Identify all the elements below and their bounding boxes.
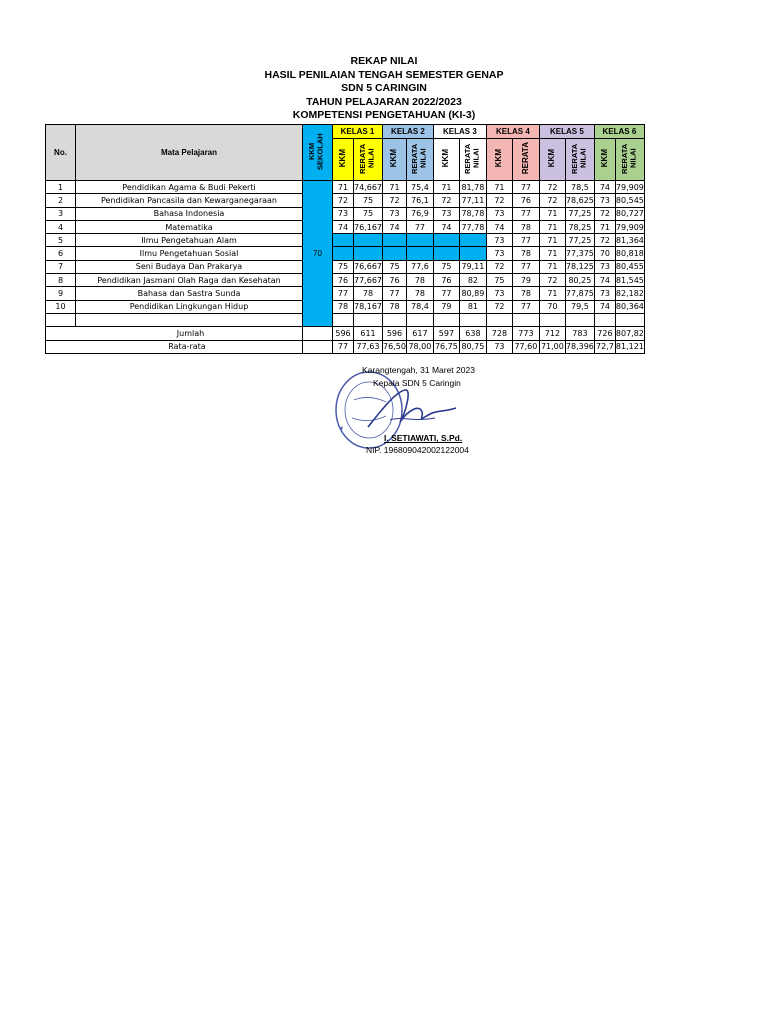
header-kkm: KKM <box>594 139 615 181</box>
kkm-cell: 74 <box>594 181 615 194</box>
kkm-cell: 72 <box>594 207 615 220</box>
rerata-cell <box>354 234 383 247</box>
header-kkm: KKM <box>433 139 459 181</box>
rerata-cell: 80,727 <box>615 207 644 220</box>
kkm-cell: 78 <box>333 300 354 313</box>
rerata-cell: 82 <box>459 274 486 287</box>
rerata-cell: 78 <box>512 220 539 233</box>
kkm-cell: 73 <box>383 207 407 220</box>
kkm-cell <box>433 247 459 260</box>
signature-name: I. SETIAWATI, S.Pd. <box>384 433 463 443</box>
empty-cell <box>594 313 615 326</box>
table-row <box>46 274 645 287</box>
row-number: 7 <box>46 260 76 273</box>
header-rerata-nilai: RERATA NILAI <box>459 139 486 181</box>
kkm-cell: 75 <box>433 260 459 273</box>
kkm-cell: 71 <box>594 220 615 233</box>
rerata-cell: 78 <box>354 287 383 300</box>
kkm-cell: 72 <box>594 234 615 247</box>
kkm-cell: 71 <box>539 260 565 273</box>
subject-name: Ilmu Pengetahuan Sosial <box>76 247 303 260</box>
ratarata-row <box>46 340 645 353</box>
kkm-cell <box>333 234 354 247</box>
rerata-cell: 79,909 <box>615 181 644 194</box>
ratarata-value: 76,50 <box>383 340 407 353</box>
empty-cell <box>539 313 565 326</box>
jumlah-value: 783 <box>565 327 594 340</box>
ratarata-value: 71,00 <box>539 340 565 353</box>
empty-cell <box>512 313 539 326</box>
jumlah-value: 773 <box>512 327 539 340</box>
kkm-cell: 74 <box>333 220 354 233</box>
jumlah-label: Jumlah <box>46 327 303 340</box>
empty-cell <box>333 313 354 326</box>
rerata-cell: 77 <box>512 234 539 247</box>
rerata-cell: 78,25 <box>565 220 594 233</box>
kkm-cell: 71 <box>539 247 565 260</box>
rerata-cell: 80,545 <box>615 194 644 207</box>
rerata-cell: 80,818 <box>615 247 644 260</box>
rerata-cell: 82,182 <box>615 287 644 300</box>
rerata-cell: 77,78 <box>459 220 486 233</box>
empty-cell <box>303 327 333 340</box>
kkm-cell: 73 <box>486 207 512 220</box>
rerata-cell: 75 <box>354 207 383 220</box>
kkm-cell: 76 <box>383 274 407 287</box>
jumlah-value: 728 <box>486 327 512 340</box>
empty-cell <box>486 313 512 326</box>
rerata-cell: 81,545 <box>615 274 644 287</box>
kkm-cell <box>383 234 407 247</box>
jumlah-value: 726 <box>594 327 615 340</box>
subject-name: Bahasa Indonesia <box>76 207 303 220</box>
kkm-cell: 71 <box>539 234 565 247</box>
rerata-cell: 77,6 <box>406 260 433 273</box>
rerata-cell <box>406 234 433 247</box>
kkm-cell: 75 <box>383 260 407 273</box>
rerata-cell: 81,78 <box>459 181 486 194</box>
subject-name: Bahasa dan Sastra Sunda <box>76 287 303 300</box>
ratarata-value: 76,75 <box>433 340 459 353</box>
empty-cell <box>565 313 594 326</box>
kkm-cell: 73 <box>486 234 512 247</box>
rerata-cell: 75 <box>354 194 383 207</box>
header-rerata: RERATA <box>512 139 539 181</box>
empty-cell <box>46 313 76 326</box>
table-row <box>46 260 645 273</box>
header-kelas-4: KELAS 4 <box>486 125 539 139</box>
header-kkm-sekolah: KKM SEKOLAH <box>303 125 333 181</box>
rerata-cell <box>459 234 486 247</box>
rerata-cell: 76,667 <box>354 260 383 273</box>
kkm-cell: 72 <box>383 194 407 207</box>
kkm-cell: 73 <box>594 194 615 207</box>
kkm-cell: 74 <box>433 220 459 233</box>
rerata-cell: 77 <box>512 300 539 313</box>
kkm-cell: 72 <box>539 194 565 207</box>
table-row <box>46 220 645 233</box>
kkm-cell <box>333 247 354 260</box>
empty-cell <box>354 313 383 326</box>
kkm-cell: 74 <box>594 300 615 313</box>
kkm-cell: 73 <box>594 260 615 273</box>
kkm-cell: 74 <box>383 220 407 233</box>
header-kkm: KKM <box>539 139 565 181</box>
rerata-cell: 76,1 <box>406 194 433 207</box>
header-rerata-nilai: RERATA NILAI <box>354 139 383 181</box>
subject-name: Pendidikan Agama & Budi Pekerti <box>76 181 303 194</box>
kkm-cell: 74 <box>594 274 615 287</box>
header-kelas-5: KELAS 5 <box>539 125 594 139</box>
kkm-cell: 73 <box>433 207 459 220</box>
row-number: 8 <box>46 274 76 287</box>
empty-cell <box>615 313 644 326</box>
rerata-cell: 77 <box>512 207 539 220</box>
jumlah-value: 638 <box>459 327 486 340</box>
jumlah-value: 596 <box>383 327 407 340</box>
rerata-cell: 78,125 <box>565 260 594 273</box>
rerata-cell: 79,909 <box>615 220 644 233</box>
table-row <box>46 194 645 207</box>
rerata-cell: 77 <box>512 260 539 273</box>
header-no: No. <box>46 125 76 181</box>
rerata-cell: 74,667 <box>354 181 383 194</box>
empty-cell <box>76 313 303 326</box>
empty-cell <box>383 313 407 326</box>
kkm-cell: 71 <box>383 181 407 194</box>
empty-cell <box>433 313 459 326</box>
ratarata-value: 73 <box>486 340 512 353</box>
report-header <box>0 55 768 123</box>
rerata-cell: 78,5 <box>565 181 594 194</box>
rerata-cell: 77,875 <box>565 287 594 300</box>
rerata-cell <box>354 247 383 260</box>
ratarata-value: 77,63 <box>354 340 383 353</box>
rerata-cell: 76,9 <box>406 207 433 220</box>
kkm-cell: 77 <box>383 287 407 300</box>
kkm-cell: 71 <box>539 220 565 233</box>
header-mata-pelajaran: Mata Pelajaran <box>76 125 303 181</box>
signature-place-date: Karangtengah, 31 Maret 2023 <box>362 365 475 375</box>
title-line-5: KOMPETENSI PENGETAHUAN (KI-3) <box>292 109 476 121</box>
table-row <box>46 300 645 313</box>
rerata-cell: 76 <box>512 194 539 207</box>
rerata-cell: 81 <box>459 300 486 313</box>
jumlah-value: 597 <box>433 327 459 340</box>
ratarata-value: 77 <box>333 340 354 353</box>
table-row <box>46 181 645 194</box>
rerata-cell <box>459 247 486 260</box>
jumlah-row <box>46 327 645 340</box>
kkm-cell: 79 <box>433 300 459 313</box>
rerata-cell: 78,4 <box>406 300 433 313</box>
header-kelas-3: KELAS 3 <box>433 125 486 139</box>
rerata-cell: 75,4 <box>406 181 433 194</box>
rerata-cell: 77 <box>512 181 539 194</box>
rerata-cell: 79 <box>512 274 539 287</box>
rerata-cell: 80,25 <box>565 274 594 287</box>
row-number: 2 <box>46 194 76 207</box>
subject-name: Pendidikan Lingkungan Hidup <box>76 300 303 313</box>
kkm-sekolah-value: 70 <box>303 181 333 327</box>
rerata-cell: 78 <box>406 287 433 300</box>
kkm-cell: 77 <box>333 287 354 300</box>
ratarata-value: 78,00 <box>406 340 433 353</box>
jumlah-value: 611 <box>354 327 383 340</box>
kkm-cell: 72 <box>486 300 512 313</box>
rerata-cell: 77,375 <box>565 247 594 260</box>
kkm-cell: 78 <box>383 300 407 313</box>
table-row <box>46 247 645 260</box>
empty-cell <box>303 340 333 353</box>
rerata-cell: 77,25 <box>565 234 594 247</box>
rerata-cell: 77,667 <box>354 274 383 287</box>
title-line-4: TAHUN PELAJARAN 2022/2023 <box>306 95 462 108</box>
row-number: 10 <box>46 300 76 313</box>
table-row <box>46 287 645 300</box>
row-number: 5 <box>46 234 76 247</box>
header-kkm: KKM <box>486 139 512 181</box>
kkm-cell: 76 <box>333 274 354 287</box>
kkm-cell: 71 <box>539 207 565 220</box>
subject-name: Ilmu Pengetahuan Alam <box>76 234 303 247</box>
table-row <box>46 234 645 247</box>
rerata-cell: 76,167 <box>354 220 383 233</box>
subject-name: Seni Budaya Dan Prakarya <box>76 260 303 273</box>
row-number: 4 <box>46 220 76 233</box>
rerata-cell: 79,5 <box>565 300 594 313</box>
title-line-1: REKAP NILAI <box>350 55 418 67</box>
rerata-cell: 78 <box>406 274 433 287</box>
empty-cell <box>459 313 486 326</box>
row-number: 1 <box>46 181 76 194</box>
empty-cell <box>406 313 433 326</box>
rerata-cell: 78 <box>512 287 539 300</box>
rerata-cell: 78,78 <box>459 207 486 220</box>
kkm-cell: 70 <box>539 300 565 313</box>
rerata-cell: 78,167 <box>354 300 383 313</box>
header-kkm: KKM <box>333 139 354 181</box>
rerata-cell: 77,25 <box>565 207 594 220</box>
title-line-3: SDN 5 CARINGIN <box>341 82 427 94</box>
jumlah-value: 596 <box>333 327 354 340</box>
ratarata-value: 77,60 <box>512 340 539 353</box>
jumlah-value: 807,82 <box>615 327 644 340</box>
rerata-cell: 78 <box>512 247 539 260</box>
signature-position: Kepala SDN 5 Caringin <box>373 378 461 388</box>
kkm-cell: 72 <box>486 260 512 273</box>
jumlah-value: 617 <box>406 327 433 340</box>
kkm-cell: 72 <box>486 194 512 207</box>
kkm-cell: 72 <box>433 194 459 207</box>
subject-name: Pendidikan Jasmani Olah Raga dan Kesehatan <box>76 274 303 287</box>
kkm-cell <box>433 234 459 247</box>
kkm-cell: 70 <box>594 247 615 260</box>
kkm-cell: 73 <box>333 207 354 220</box>
rerata-cell: 77 <box>406 220 433 233</box>
kkm-cell: 75 <box>486 274 512 287</box>
spacer-row <box>46 313 645 326</box>
rerata-cell: 78,625 <box>565 194 594 207</box>
kkm-cell: 72 <box>539 181 565 194</box>
kkm-cell: 71 <box>486 181 512 194</box>
rerata-cell: 80,455 <box>615 260 644 273</box>
kkm-cell: 73 <box>486 287 512 300</box>
kkm-cell: 72 <box>333 194 354 207</box>
kkm-cell: 74 <box>486 220 512 233</box>
ratarata-value: 72,7 <box>594 340 615 353</box>
signature-nip: NIP. 196809042002122004 <box>366 445 469 455</box>
kkm-cell: 73 <box>594 287 615 300</box>
rerata-cell: 81,364 <box>615 234 644 247</box>
ratarata-value: 81,121 <box>615 340 644 353</box>
header-kelas-1: KELAS 1 <box>333 125 383 139</box>
rerata-cell <box>406 247 433 260</box>
kkm-cell: 75 <box>333 260 354 273</box>
ratarata-value: 78,396 <box>565 340 594 353</box>
kkm-cell: 76 <box>433 274 459 287</box>
header-kelas-6: KELAS 6 <box>594 125 644 139</box>
kkm-cell: 71 <box>333 181 354 194</box>
header-rerata-nilai: RERATA NILAI <box>615 139 644 181</box>
kkm-cell: 72 <box>539 274 565 287</box>
rekap-table <box>45 124 645 354</box>
kkm-cell <box>383 247 407 260</box>
row-number: 6 <box>46 247 76 260</box>
kkm-cell: 71 <box>539 287 565 300</box>
kkm-cell: 73 <box>486 247 512 260</box>
subject-name: Matematika <box>76 220 303 233</box>
rerata-cell: 79,11 <box>459 260 486 273</box>
row-number: 3 <box>46 207 76 220</box>
table-body <box>46 181 645 354</box>
rerata-cell: 80,89 <box>459 287 486 300</box>
title-line-2: HASIL PENILAIAN TENGAH SEMESTER GENAP <box>264 68 504 81</box>
header-kkm: KKM <box>383 139 407 181</box>
row-number: 9 <box>46 287 76 300</box>
ratarata-label: Rata-rata <box>46 340 303 353</box>
jumlah-value: 712 <box>539 327 565 340</box>
ratarata-value: 80,75 <box>459 340 486 353</box>
kkm-cell: 77 <box>433 287 459 300</box>
kkm-cell: 71 <box>433 181 459 194</box>
subject-name: Pendidikan Pancasila dan Kewarganegaraan <box>76 194 303 207</box>
rerata-cell: 80,364 <box>615 300 644 313</box>
table-row <box>46 207 645 220</box>
header-rerata-nilai: RERATA NILAI <box>406 139 433 181</box>
header-rerata-nilai: RERATA NILAI <box>565 139 594 181</box>
header-kelas-2: KELAS 2 <box>383 125 434 139</box>
rerata-cell: 77,11 <box>459 194 486 207</box>
